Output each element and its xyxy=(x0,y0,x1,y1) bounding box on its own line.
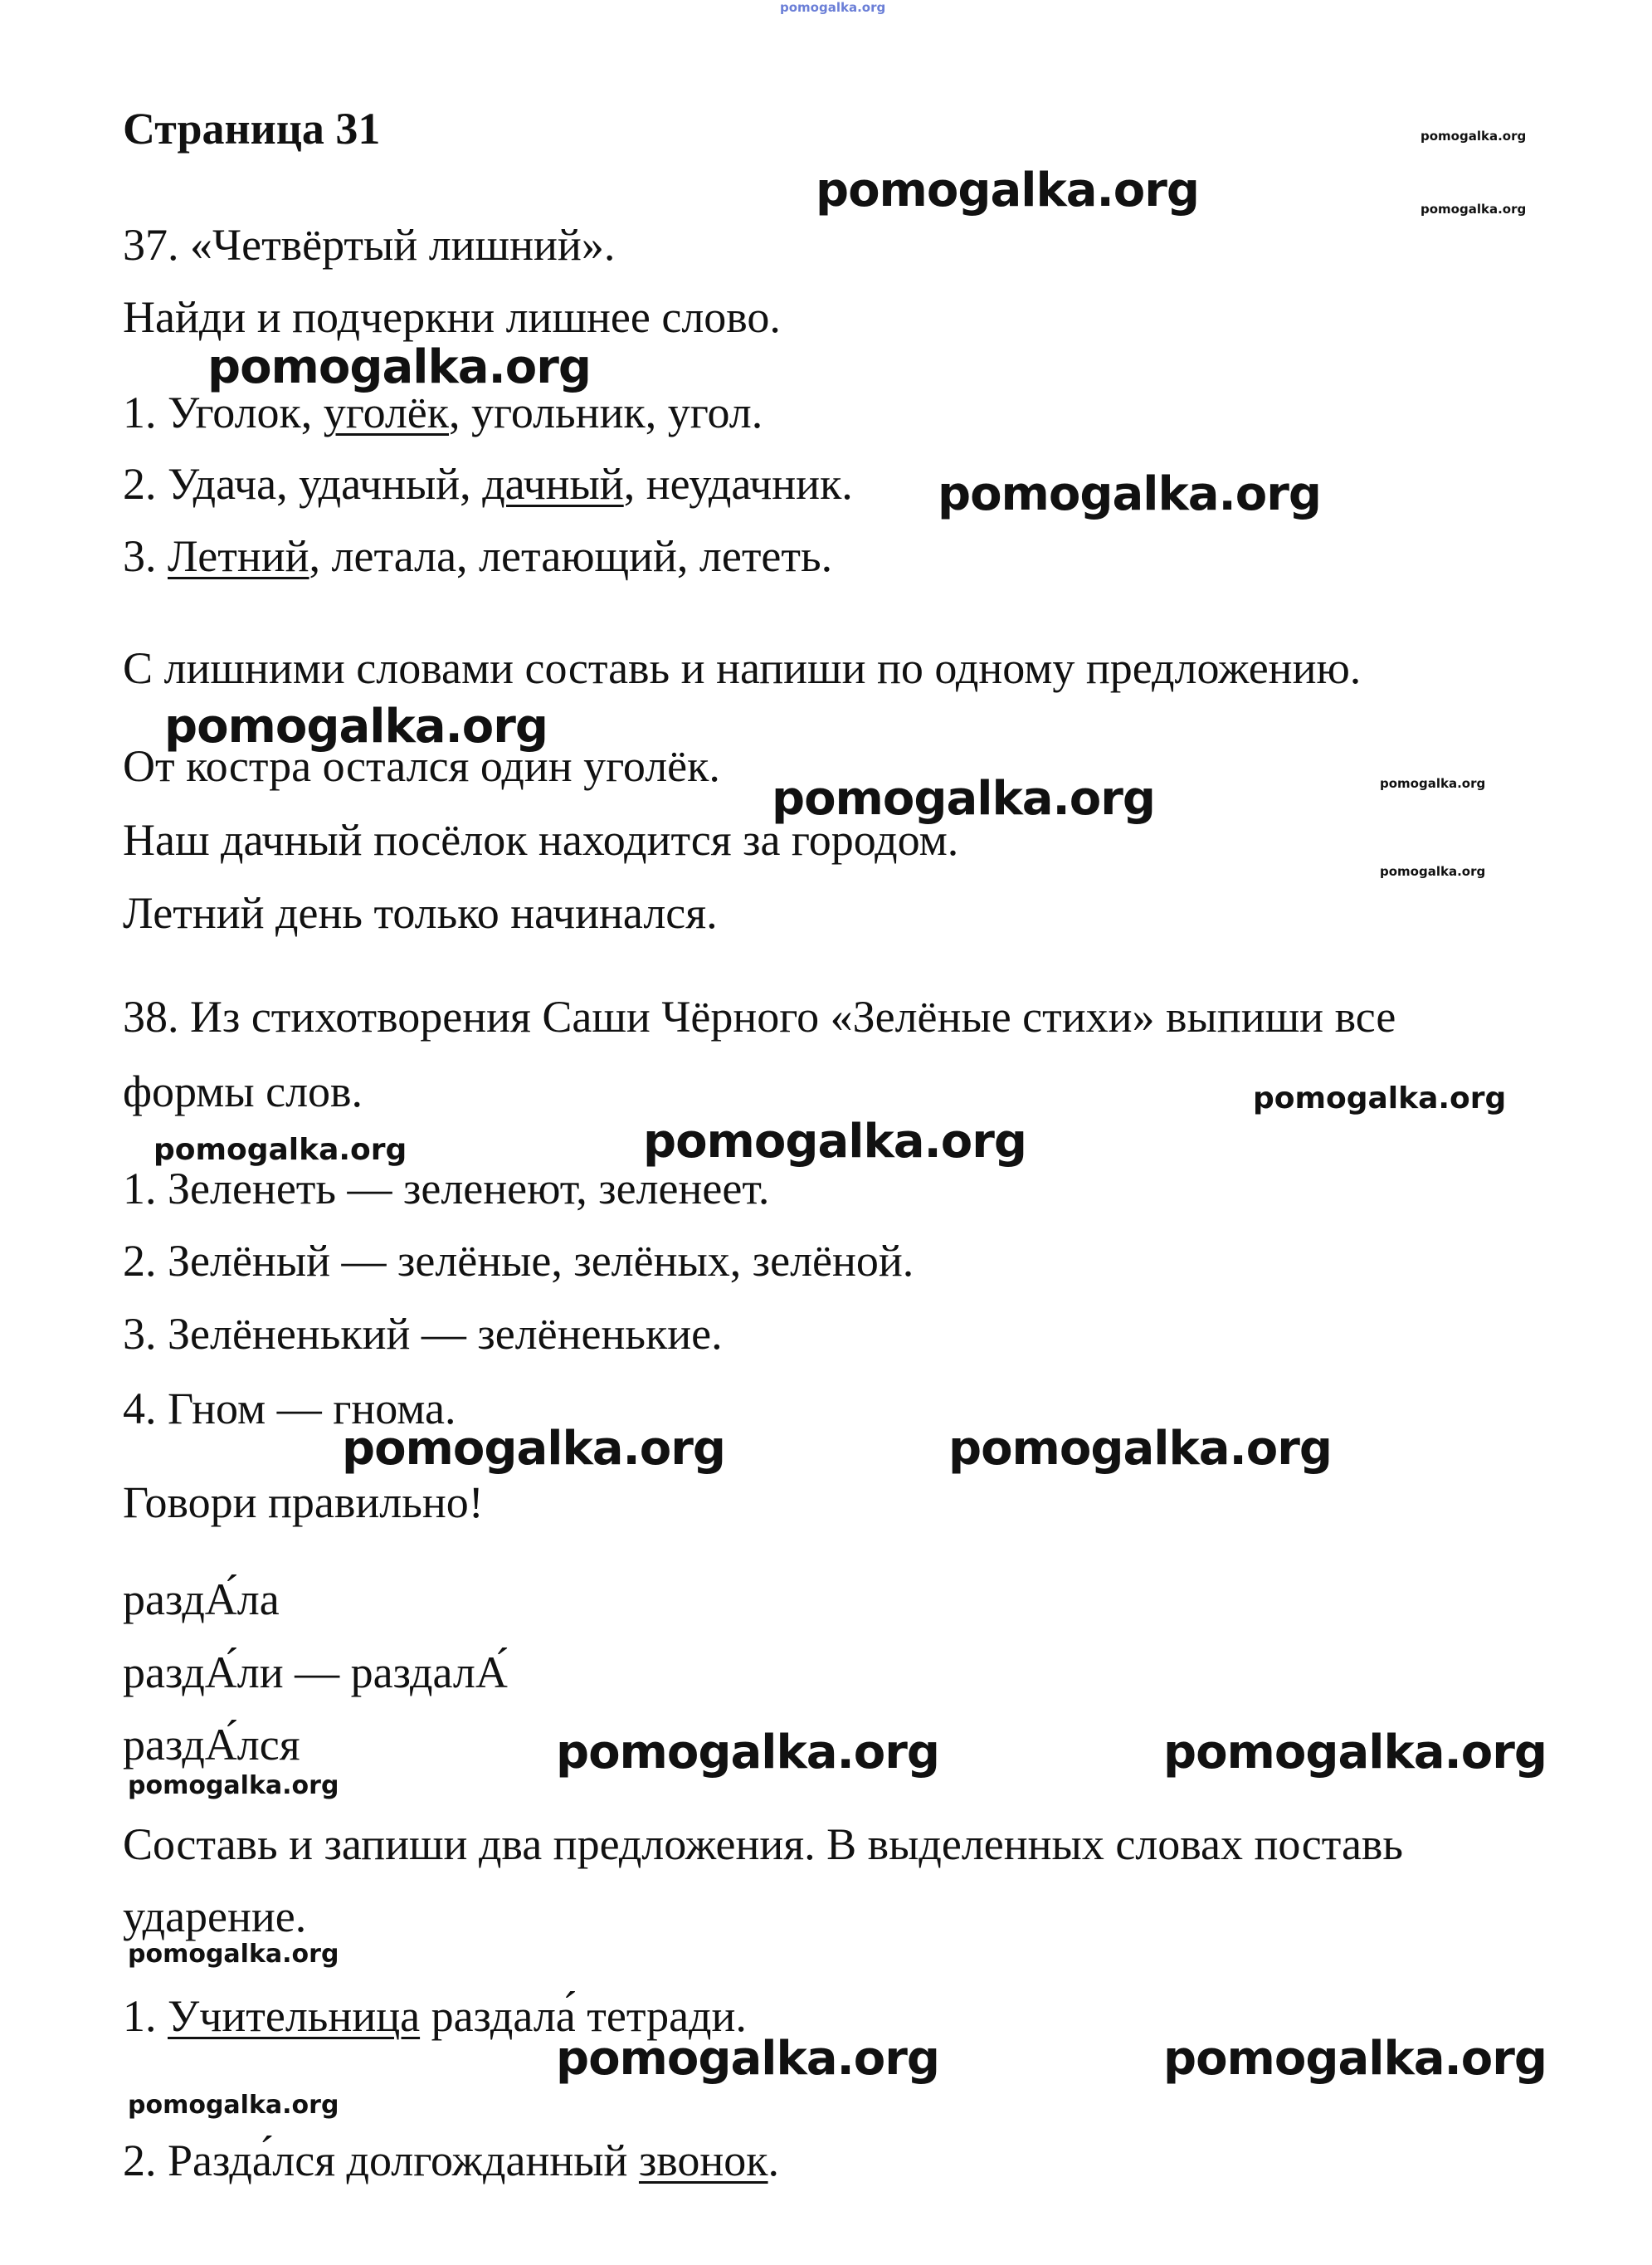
line-text: 1. xyxy=(123,1991,168,2041)
line-text: 1. Уголок, xyxy=(123,388,324,437)
line-text: , летала, летающий, лететь. xyxy=(309,531,833,581)
line-text: . xyxy=(768,2136,780,2185)
say-right-heading: Говори правильно! xyxy=(123,1477,484,1527)
line-text: 2. Разда́лся долгожданный xyxy=(123,2136,639,2185)
form-item: 4. Гном — гнома. xyxy=(123,1384,456,1433)
underlined-word: звонок xyxy=(638,2136,768,2185)
watermark: pomogalka.org xyxy=(164,700,548,754)
exercise-37-line-3 xyxy=(123,531,833,581)
exercise-38-task: Составь и запиши два предложения. В выделенных словах поставь xyxy=(123,1819,1404,1869)
watermark: pomogalka.org xyxy=(643,1115,1026,1169)
watermark: pomogalka.org xyxy=(816,164,1199,217)
line-text: , угольник, угол. xyxy=(449,388,763,437)
form-item: 2. Зелёный — зелёные, зелёных, зелёной. xyxy=(123,1236,914,1286)
page-title: Страница 31 xyxy=(123,104,381,154)
exercise-38-task-cont: ударение. xyxy=(123,1892,307,1941)
watermark: pomogalka.org xyxy=(207,340,591,394)
watermark: pomogalka.org xyxy=(128,2091,339,2120)
watermark: pomogalka.org xyxy=(154,1133,407,1167)
sentence: Летний день только начинался. xyxy=(123,888,718,938)
line-text: раздала́ тетради. xyxy=(420,1991,747,2041)
underlined-word: Учительница xyxy=(168,1991,421,2041)
stress-word: раздА́лся xyxy=(123,1720,300,1770)
sentence: Наш дачный посёлок находится за городом. xyxy=(123,815,959,865)
watermark: pomogalka.org xyxy=(1421,202,1527,217)
exercise-38-heading: 38. Из стихотворения Саши Чёрного «Зелёные стихи» выпиши все xyxy=(123,992,1396,1042)
watermark: pomogalka.org xyxy=(1253,1081,1507,1115)
exercise-37-task-2: С лишними словами составь и напиши по одному предложению. xyxy=(123,643,1362,693)
watermark: pomogalka.org xyxy=(556,2032,939,2086)
underlined-word: Летний xyxy=(168,531,309,581)
watermark: pomogalka.org xyxy=(128,1940,339,1969)
underlined-word: дачный xyxy=(482,459,624,509)
answer-2 xyxy=(123,2138,779,2183)
watermark: pomogalka.org xyxy=(1380,864,1486,879)
underlined-word: уголёк xyxy=(323,388,450,437)
exercise-37-line-2 xyxy=(123,459,853,509)
line-text: 3. xyxy=(123,531,168,581)
sentence: От костра остался один уголёк. xyxy=(123,741,720,791)
watermark: pomogalka.org xyxy=(772,772,1155,826)
line-text: , неудачник. xyxy=(623,459,853,509)
watermark: pomogalka.org xyxy=(938,467,1321,521)
exercise-37-line-1 xyxy=(123,390,763,435)
watermark: pomogalka.org xyxy=(1163,2032,1547,2086)
watermark: pomogalka.org xyxy=(1421,129,1527,144)
stress-word: раздА́ли — раздалА́ xyxy=(123,1647,508,1697)
watermark: pomogalka.org xyxy=(1163,1726,1547,1779)
stress-word: раздА́ла xyxy=(123,1574,280,1624)
watermark: pomogalka.org xyxy=(342,1422,725,1476)
form-item: 1. Зеленеть — зеленеют, зеленеет. xyxy=(123,1164,770,1213)
watermark: pomogalka.org xyxy=(1380,776,1486,791)
watermark: pomogalka.org xyxy=(556,1726,939,1779)
watermark: pomogalka.org xyxy=(948,1422,1332,1476)
watermark: pomogalka.org xyxy=(128,1771,339,1800)
exercise-37-task: Найди и подчеркни лишнее слово. xyxy=(123,292,781,342)
form-item: 3. Зелёненький — зелёненькие. xyxy=(123,1309,723,1359)
line-text: 2. Удача, удачный, xyxy=(123,459,483,509)
exercise-38-heading-cont: формы слов. xyxy=(123,1067,363,1116)
exercise-37-heading: 37. «Четвёртый лишний». xyxy=(123,220,616,270)
watermark: pomogalka.org xyxy=(780,0,886,15)
